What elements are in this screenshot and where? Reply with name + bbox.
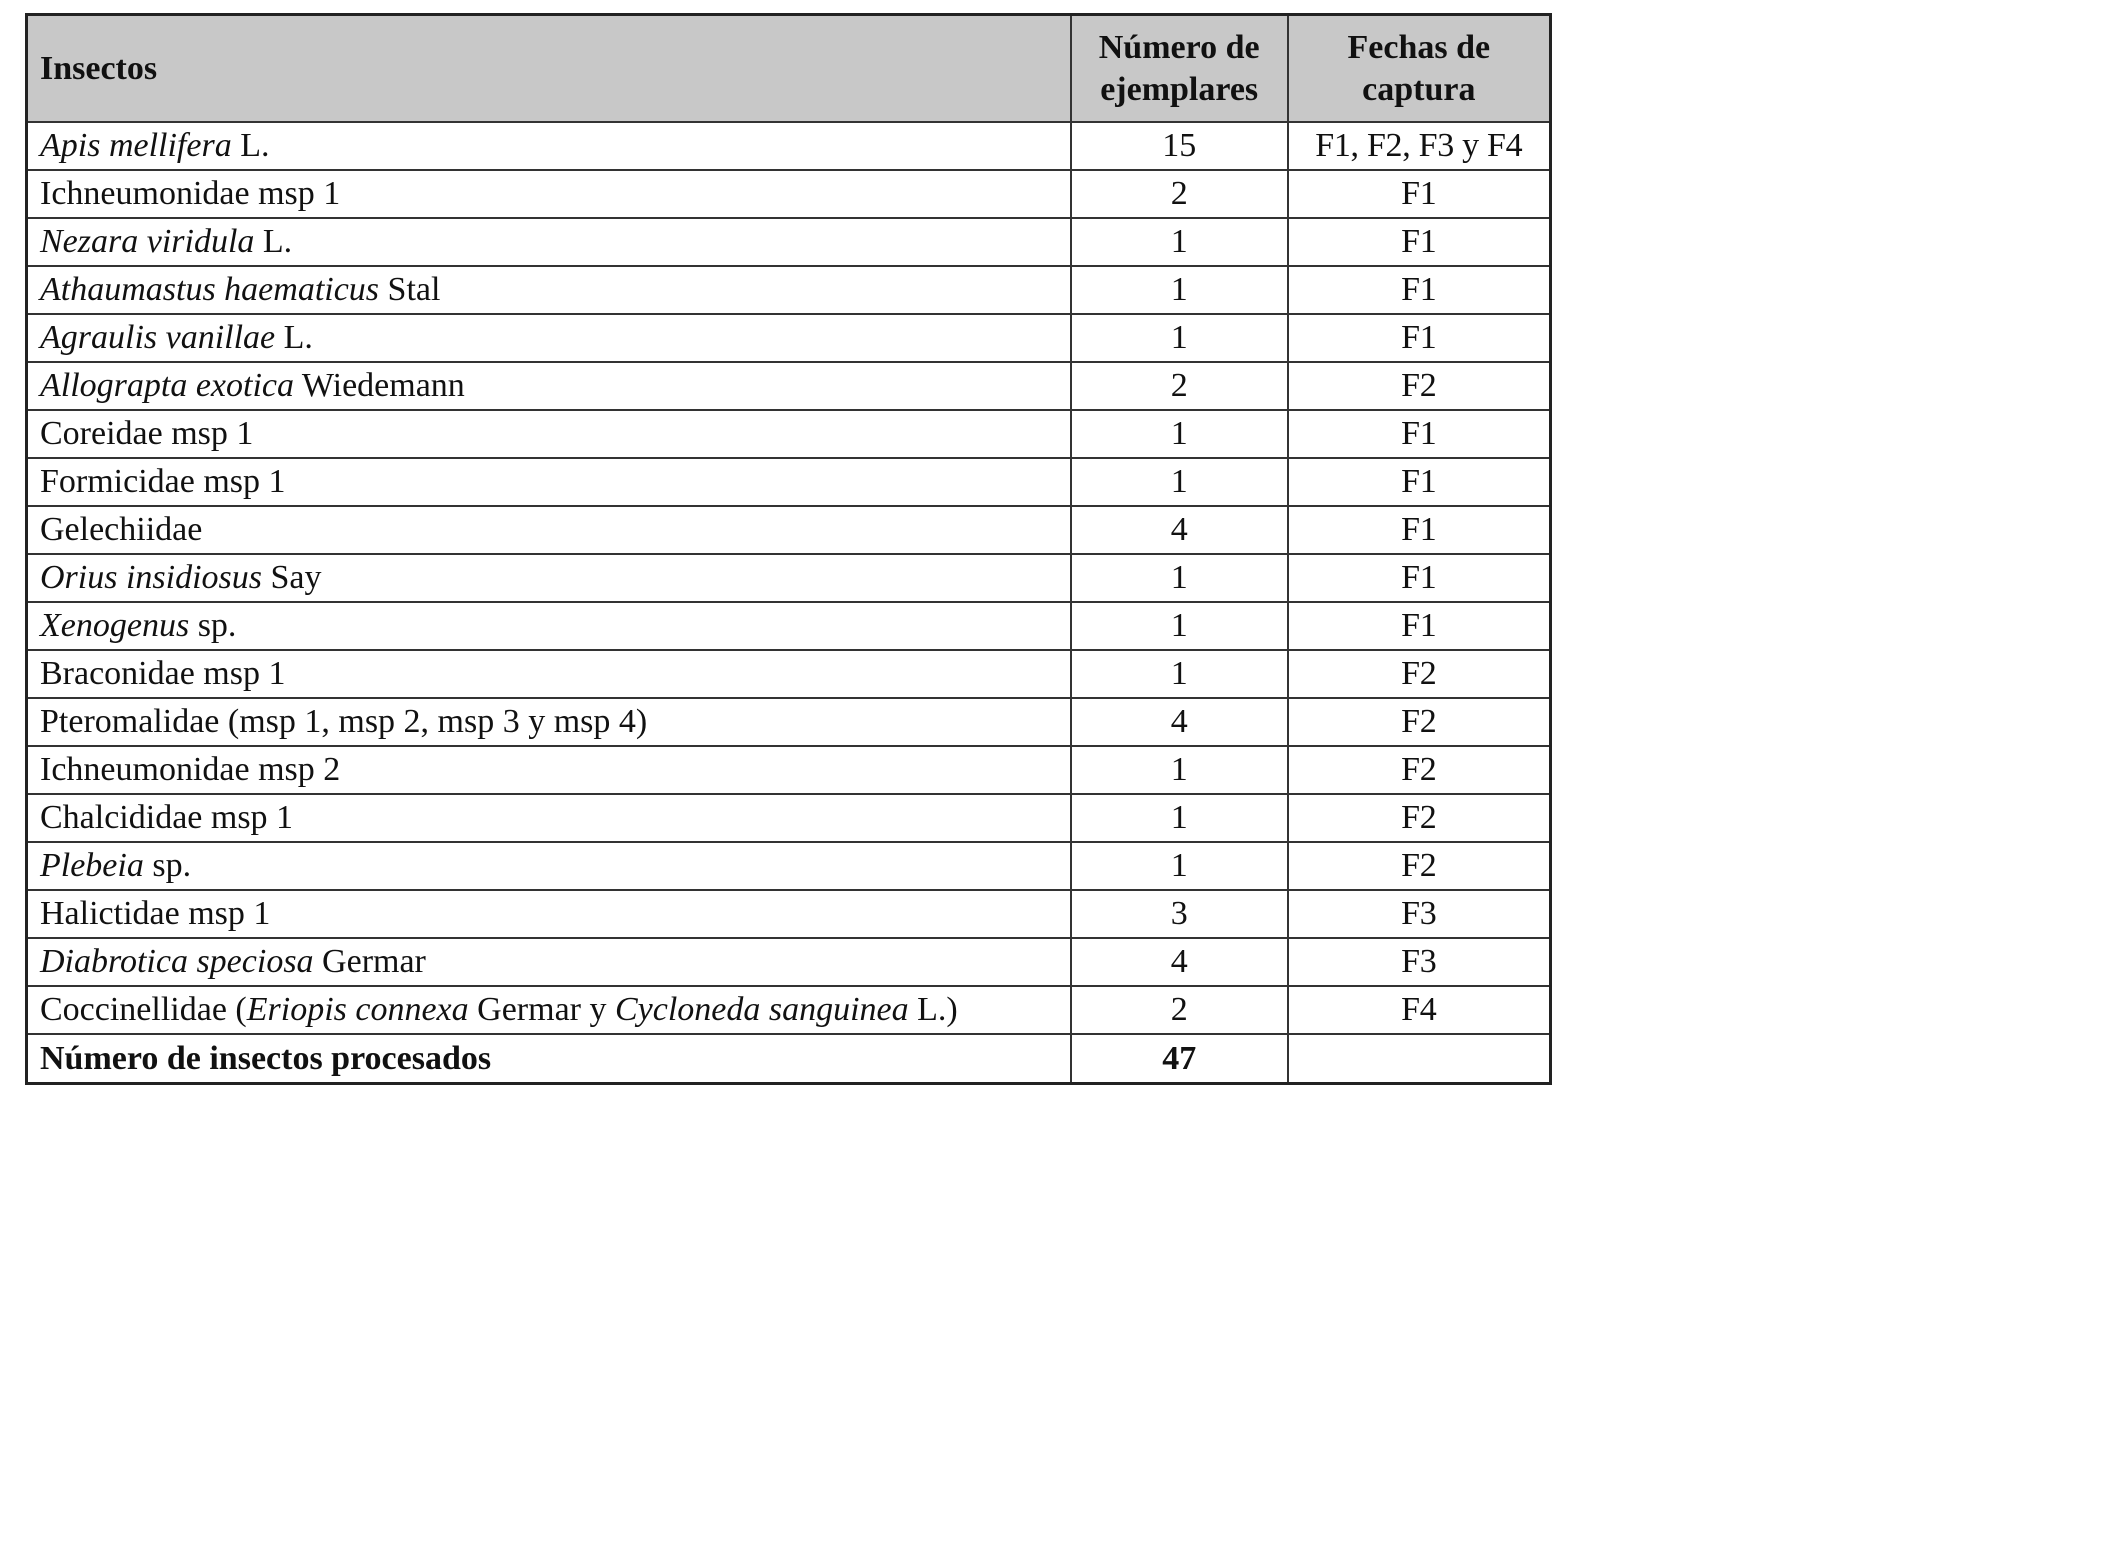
dates-cell: F1 [1288,602,1551,650]
count-cell: 1 [1071,218,1288,266]
insect-name-text: Pteromalidae (msp 1, msp 2, msp 3 y msp 4) [40,703,648,740]
total-count: 47 [1071,1034,1288,1084]
count-cell: 3 [1071,890,1288,938]
insect-name-cell [27,458,1071,506]
dates-cell: F1 [1288,554,1551,602]
table-row [27,890,1551,938]
insect-name-text: Formicidae msp 1 [40,463,286,500]
table-row [27,842,1551,890]
insect-name-cell [27,410,1071,458]
table-row [27,122,1551,170]
insect-name-text: Germar y [468,991,615,1028]
insect-name-cell [27,842,1071,890]
insect-name-text: L. [275,319,313,356]
dates-cell: F3 [1288,890,1551,938]
count-cell: 1 [1071,314,1288,362]
dates-cell: F2 [1288,746,1551,794]
count-cell: 1 [1071,410,1288,458]
insect-name-cell [27,794,1071,842]
table-row [27,650,1551,698]
dates-cell: F1 [1288,266,1551,314]
table-row [27,506,1551,554]
header-row [27,15,1551,123]
table-row [27,746,1551,794]
insect-name-cell [27,938,1071,986]
dates-cell: F1 [1288,410,1551,458]
count-cell: 2 [1071,170,1288,218]
dates-cell: F2 [1288,650,1551,698]
table-row [27,218,1551,266]
insect-name-italic: Nezara viridula [40,223,255,260]
insect-name-text: Ichneumonidae msp 1 [40,175,341,212]
insect-name-cell [27,698,1071,746]
insect-name-text: Stal [379,271,441,308]
insect-name-text: Ichneumonidae msp 2 [40,751,341,788]
total-dates [1288,1034,1551,1084]
insect-name-text: Germar [313,943,426,980]
dates-cell: F1 [1288,506,1551,554]
insect-name-text: Coccinellidae ( [40,991,247,1028]
dates-cell: F1, F2, F3 y F4 [1288,122,1551,170]
count-cell: 4 [1071,698,1288,746]
insect-name-italic: Agraulis vanillae [40,319,276,356]
table-row [27,362,1551,410]
table-row [27,938,1551,986]
insect-name-cell [27,602,1071,650]
dates-cell: F1 [1288,314,1551,362]
dates-cell: F1 [1288,218,1551,266]
count-cell: 4 [1071,938,1288,986]
insect-name-cell [27,746,1071,794]
count-cell: 1 [1071,554,1288,602]
insect-name-text: sp. [189,607,237,644]
insect-name-italic: Cycloneda sanguinea [614,991,909,1028]
insect-name-italic: Eriopis connexa [246,991,469,1028]
count-cell: 1 [1071,794,1288,842]
dates-cell: F1 [1288,458,1551,506]
insect-name-cell [27,650,1071,698]
table-row [27,458,1551,506]
insect-name-text: Gelechiidae [40,511,203,548]
dates-cell: F2 [1288,842,1551,890]
insect-name-italic: Diabrotica speciosa [40,943,314,980]
insect-name-cell [27,218,1071,266]
insect-name-text: Say [262,559,322,596]
dates-cell: F2 [1288,362,1551,410]
insect-name-text: Braconidae msp 1 [40,655,286,692]
count-cell: 4 [1071,506,1288,554]
insect-name-italic: Xenogenus [40,607,190,644]
insect-name-text: L. [231,127,270,164]
table-body [27,122,1551,1034]
insect-name-cell [27,890,1071,938]
table-row [27,170,1551,218]
table-row [27,410,1551,458]
insect-name-cell [27,362,1071,410]
table-row [27,698,1551,746]
insect-name-text: sp. [143,847,192,884]
insect-name-italic: Allograpta exotica [40,367,295,404]
dates-cell: F2 [1288,698,1551,746]
table-row [27,794,1551,842]
table-row [27,986,1551,1034]
insect-name-italic: Plebeia [40,847,144,884]
insect-name-italic: Apis mellifera [40,127,232,164]
insect-name-cell [27,314,1071,362]
count-cell: 1 [1071,650,1288,698]
count-cell: 1 [1071,458,1288,506]
header-count: Número de ejemplares [1071,15,1288,123]
insect-name-italic: Athaumastus haematicus [40,271,380,308]
insect-name-italic: Orius insidiosus [40,559,262,596]
count-cell: 1 [1071,746,1288,794]
header-insect: Insectos [27,15,1071,123]
table-row [27,314,1551,362]
insect-name-cell [27,554,1071,602]
dates-cell: F4 [1288,986,1551,1034]
insect-name-cell [27,266,1071,314]
insect-name-cell [27,506,1071,554]
dates-cell: F2 [1288,794,1551,842]
insect-name-text: L.) [908,991,958,1028]
total-label: Número de insectos procesados [27,1034,1071,1084]
count-cell: 1 [1071,266,1288,314]
table-row [27,602,1551,650]
header-dates: Fechas de captura [1288,15,1551,123]
insect-table [25,13,1552,1085]
insect-name-cell [27,170,1071,218]
total-row [27,1034,1551,1084]
insect-name-cell [27,986,1071,1034]
table-row [27,266,1551,314]
dates-cell: F3 [1288,938,1551,986]
insect-name-text: Wiedemann [294,367,465,404]
insect-name-text: L. [254,223,293,260]
insect-name-text: Chalcididae msp 1 [40,799,294,836]
count-cell: 2 [1071,362,1288,410]
insect-name-text: Halictidae msp 1 [40,895,271,932]
count-cell: 1 [1071,602,1288,650]
table-row [27,554,1551,602]
dates-cell: F1 [1288,170,1551,218]
count-cell: 1 [1071,842,1288,890]
insect-name-text: Coreidae msp 1 [40,415,254,452]
count-cell: 2 [1071,986,1288,1034]
count-cell: 15 [1071,122,1288,170]
insect-name-cell [27,122,1071,170]
